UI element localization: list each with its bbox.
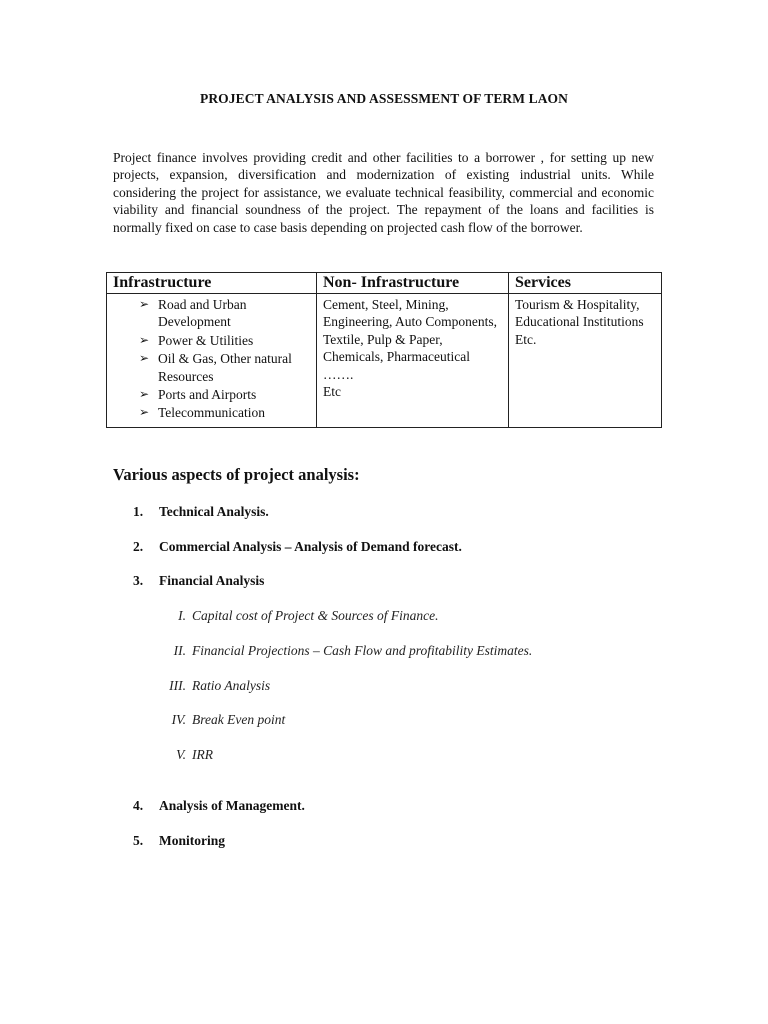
subitem-label: Break Even point	[192, 712, 286, 727]
subitem-label: Financial Projections – Cash Flow and profitability Estimates.	[192, 643, 533, 658]
financial-subitem	[173, 643, 533, 659]
arrow-bullet-icon: ➢	[139, 332, 150, 347]
document-title: PROJECT ANALYSIS AND ASSESSMENT OF TERM LAON	[199, 91, 568, 106]
arrow-bullet-icon: ➢	[139, 405, 150, 420]
non-infrastructure-cell: Cement, Steel, Mining, Engineering, Auto Components, Textile, Pulp & Paper, Chemicals, Pharmaceutical ……. Etc	[317, 294, 509, 428]
subitem-numeral: III.	[169, 678, 186, 693]
aspect-number: 5.	[133, 833, 144, 848]
subitem-label: IRR	[192, 747, 213, 762]
list-item-label: Oil & Gas, Other natural Resources	[158, 351, 292, 384]
arrow-bullet-icon: ➢	[139, 297, 150, 311]
list-item	[113, 350, 310, 385]
list-item	[113, 332, 310, 349]
list-item	[113, 386, 310, 403]
arrow-bullet-icon: ➢	[139, 351, 150, 366]
subitem-numeral: I.	[178, 608, 186, 623]
aspect-label: Commercial Analysis – Analysis of Demand forecast.	[159, 539, 462, 554]
subitem-numeral: IV.	[171, 712, 186, 727]
aspect-number: 3.	[133, 573, 144, 588]
list-item-label: Telecommunication	[158, 405, 266, 421]
subitem-numeral: V.	[176, 747, 186, 762]
aspect-number: 4.	[133, 798, 144, 813]
aspect-item	[133, 504, 269, 520]
financial-subitem	[171, 712, 286, 728]
aspect-number: 1.	[133, 504, 144, 519]
financial-subitem	[176, 747, 213, 763]
aspect-item	[133, 798, 305, 814]
aspect-label: Technical Analysis.	[159, 504, 269, 519]
list-item	[113, 296, 310, 331]
list-item-label: Ports and Airports	[158, 387, 257, 403]
intro-paragraph: Project finance involves providing credit and other facilities to a borrower , for setting up new projects, expansion, diversification and modernization of existing industrial units. While considering the project for assistance, we evaluate technical feasibility, commercial and economic viability and financial soundness of the project. The repayment of the loans and facilities is normally fixed on case to case basis depending on projected cash flow of the borrower.	[113, 150, 654, 235]
subitem-label: Ratio Analysis	[192, 678, 271, 693]
financial-subitem	[169, 678, 271, 694]
header-non-infrastructure: Non- Infrastructure	[317, 273, 509, 294]
list-item-label: Power & Utilities	[158, 332, 254, 348]
services-cell: Tourism & Hospitality, Educational Institutions Etc.	[509, 294, 662, 428]
list-item	[113, 404, 310, 421]
aspect-number: 2.	[133, 539, 144, 554]
header-infrastructure: Infrastructure	[107, 273, 317, 294]
aspect-label: Analysis of Management.	[159, 798, 305, 813]
aspects-heading: Various aspects of project analysis:	[113, 465, 360, 484]
list-item-label: Road and Urban Development	[158, 297, 247, 330]
subitem-numeral: II.	[173, 643, 186, 658]
sector-table	[106, 272, 662, 428]
aspect-label: Financial Analysis	[159, 573, 265, 588]
financial-subitem	[178, 608, 439, 624]
table-row	[107, 294, 662, 428]
aspect-item	[133, 833, 225, 849]
aspect-item	[133, 573, 264, 589]
arrow-bullet-icon: ➢	[139, 387, 150, 402]
header-services: Services	[509, 273, 662, 294]
infrastructure-list	[113, 296, 310, 422]
aspect-label: Monitoring	[159, 833, 225, 848]
infrastructure-cell	[107, 294, 317, 428]
aspect-item	[133, 539, 462, 555]
table-header-row	[107, 273, 662, 294]
subitem-label: Capital cost of Project & Sources of Finance.	[192, 608, 439, 623]
